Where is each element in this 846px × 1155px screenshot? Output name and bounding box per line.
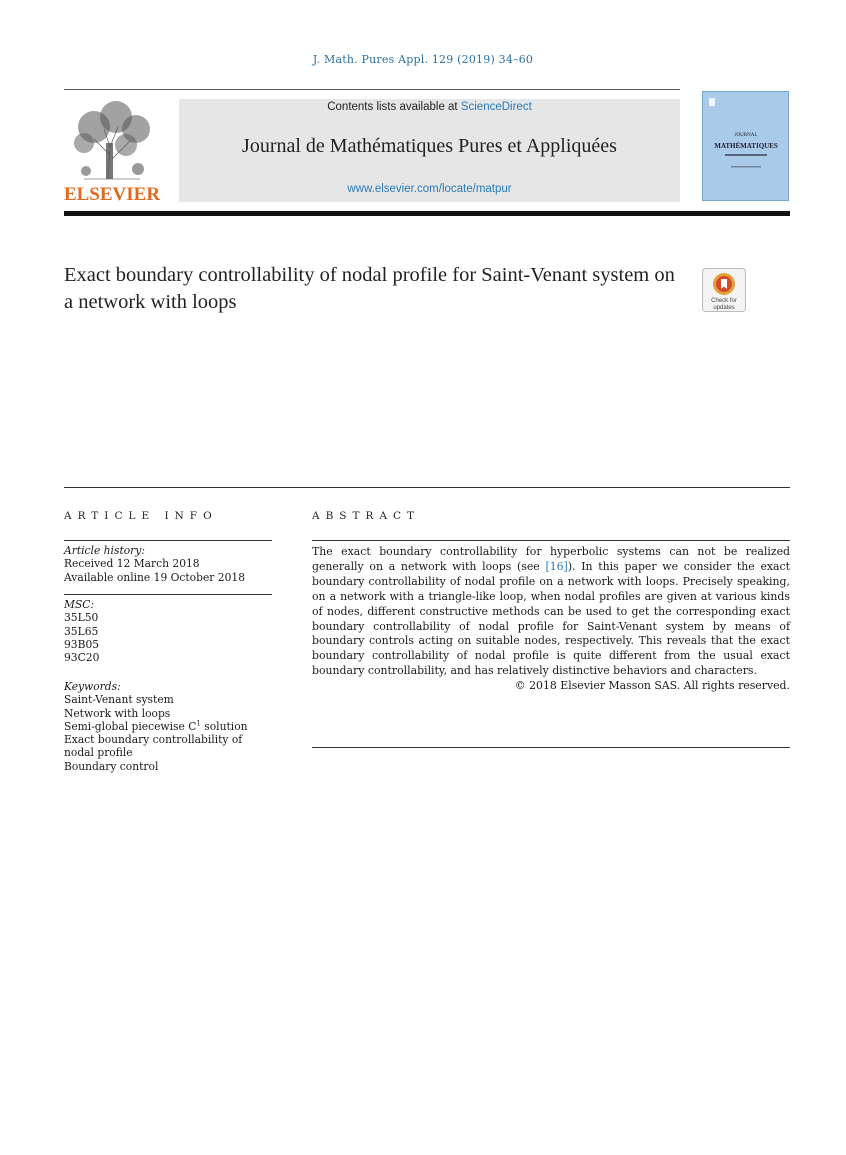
keyword: Exact boundary controllability of — [64, 733, 243, 747]
copyright-notice: © 2018 Elsevier Masson SAS. All rights reserved. — [514, 679, 790, 693]
article-title: Exact boundary controllability of nodal profile for Saint-Venant system on a network with loops — [64, 264, 675, 313]
elsevier-logo[interactable] — [64, 99, 160, 203]
abstract-heading: ABSTRACT — [312, 510, 421, 522]
abstract-text-end: ). In this paper we consider the exact boundary controllability of nodal profile on a network with loops. Precisely speaking, on a network with a triangle-like loop, when nodal profiles are given at various kinds of nodes, different constructive methods can be used to get the corresponding exact boundary controllability of nodal profile for Saint-Venant system by means of boundary controls acting on suitable nodes, respectively. This reveals that the exact boundary controllability of nodal profile is quite different from the usual exact boundary controllability, and has relatively distinctive behaviors and characters. — [312, 559, 790, 678]
cover-title-line1: JOURNAL — [734, 133, 758, 138]
keyword: Boundary control — [64, 759, 159, 773]
article-info-rule-mid — [64, 594, 272, 595]
keyword-c1-prefix: Semi-global piecewise C — [64, 719, 197, 733]
article-info-heading: ARTICLE INFO — [64, 510, 218, 522]
abstract-rule-bottom — [312, 747, 790, 748]
contents-line — [179, 101, 680, 113]
keyword: nodal profile — [64, 746, 133, 760]
journal-cover-image — [703, 92, 790, 202]
publisher-wordmark: ELSEVIER — [64, 184, 160, 203]
history-label: Article history: — [64, 544, 145, 557]
msc-code: 35L50 — [64, 611, 99, 625]
abstract-text-start: The exact boundary controllability for hyperbolic systems can not be realized generally on a network with loops (see — [312, 545, 790, 573]
keyword-c1 — [64, 720, 274, 733]
badge-text-line2: updates — [713, 305, 735, 311]
journal-homepage — [179, 183, 680, 195]
header-top-rule — [64, 89, 680, 90]
keyword-c1-suffix: solution — [204, 719, 248, 733]
msc-label: MSC: — [64, 598, 95, 611]
journal-citation: J. Math. Pures Appl. 129 (2019) 34–60 — [312, 53, 534, 66]
received-date: Received 12 March 2018 — [64, 557, 200, 571]
msc-codes — [64, 598, 274, 664]
journal-header-band — [179, 99, 680, 202]
reference-link[interactable]: [16] — [545, 559, 568, 573]
section-separator — [64, 487, 790, 488]
keywords-label: Keywords: — [64, 680, 121, 693]
check-for-updates-badge[interactable] — [702, 268, 746, 312]
badge-text-line1: Check for — [711, 298, 737, 304]
abstract-body — [312, 545, 790, 694]
article-history — [64, 544, 274, 584]
elsevier-tree-icon — [64, 99, 160, 203]
keywords-list — [64, 680, 274, 773]
contents-prefix: Contents lists available at — [327, 101, 461, 113]
msc-code: 93B05 — [64, 637, 100, 651]
msc-code: 93C20 — [64, 651, 100, 665]
c1-superscript: 1 — [196, 719, 201, 728]
keyword: Saint-Venant system — [64, 693, 174, 707]
available-date: Available online 19 October 2018 — [64, 570, 245, 584]
cover-title-line2: MATHÉMATIQUES — [714, 142, 778, 150]
msc-code: 35L65 — [64, 624, 99, 638]
header-bottom-rule — [64, 211, 790, 216]
keyword: Network with loops — [64, 706, 171, 720]
abstract-rule-top — [312, 540, 790, 541]
journal-title: Journal de Mathématiques Pures et Appliquées — [242, 135, 617, 157]
check-updates-icon — [702, 268, 746, 312]
journal-cover[interactable] — [702, 91, 789, 201]
sciencedirect-link[interactable]: ScienceDirect — [460, 101, 532, 113]
article-info-rule-top — [64, 540, 272, 541]
journal-homepage-link[interactable]: www.elsevier.com/locate/matpur — [347, 183, 512, 195]
